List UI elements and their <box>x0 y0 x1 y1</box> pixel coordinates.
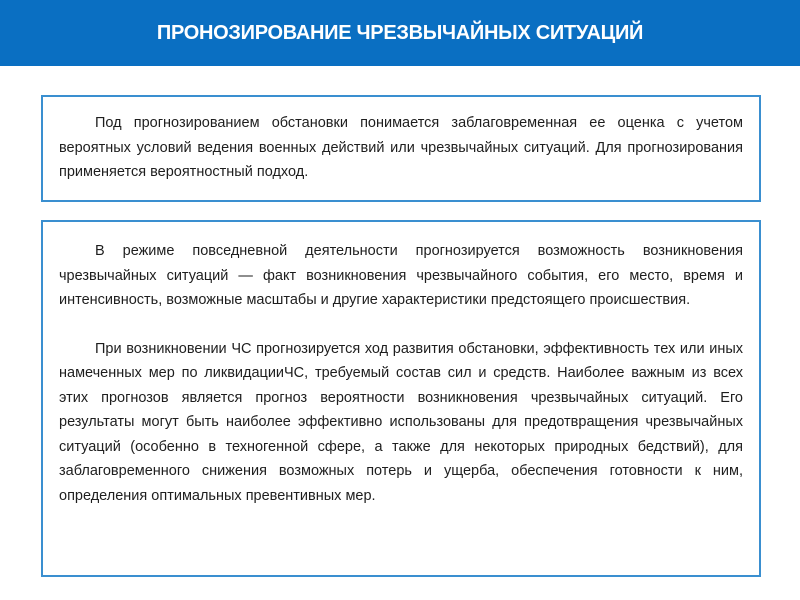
emergency-paragraph: При возникновении ЧС прогнозируется ход развития обстановки, эффективность тех или иных намеченных мер по ликвидацииЧС, требуемый состав сил и средств. Наиболее важным из всех этих прогнозов является прогноз вероятности возникновения чрезвычайных ситуаций. Его результаты могут быть наиболее эффективно использованы для предотвращения чрезвычайных ситуаций (особенно в техногенной сфере, а также для некоторых природных бедствий), для заблаговременного снижения возможных потерь и ущерба, обеспечения готовности к ним, определения оптимальных превентивных мер. <box>59 340 743 504</box>
slide-title: ПРОНОЗИРОВАНИЕ ЧРЕЗВЫЧАЙНЫХ СИТУАЦИЙ <box>156 21 644 44</box>
definition-paragraph: Под прогнозированием обстановки понимается заблаговременная ее оценка с учетом вероятных условий ведения военных действий или чрезвычайных ситуаций. Для прогнозирования применяется вероятностный подход. <box>59 115 743 180</box>
daily-mode-paragraph: В режиме повседневной деятельности прогнозируется возможность возникновения чрезвычайных ситуаций — факт возникновения чрезвычайного события, его место, время и интенсивность, возможные масштабы и другие характеристики предстоящего происшествия. <box>59 243 743 308</box>
forecast-details-box <box>41 220 761 577</box>
title-band <box>0 0 800 66</box>
definition-box <box>41 95 761 202</box>
